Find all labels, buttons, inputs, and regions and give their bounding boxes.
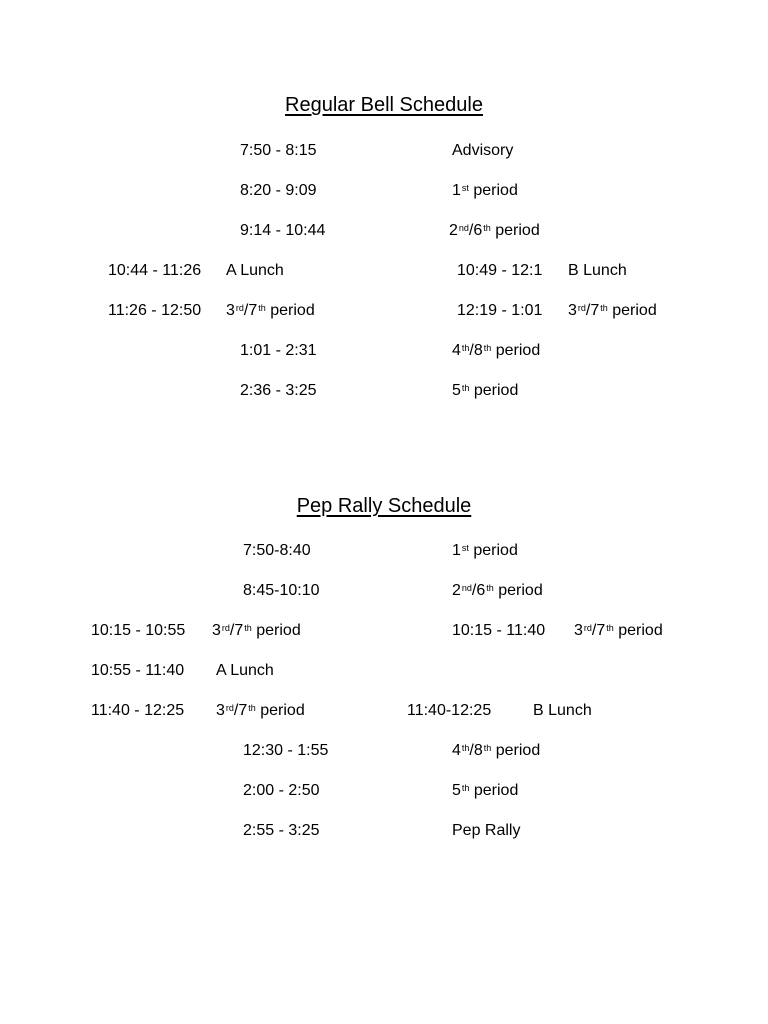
regular-p3a-label: 3rd/7th period — [226, 302, 315, 319]
regular-p2-time: 9:14 - 10:44 — [240, 222, 326, 239]
pep-b-lunch-time: 11:40-12:25 — [407, 702, 492, 719]
regular-advisory-label: Advisory — [452, 142, 514, 159]
pep-p4-time: 12:30 - 1:55 — [243, 742, 329, 759]
pep-p3-first-label: 3rd/7th period — [212, 622, 301, 639]
pep-a-lunch-time: 10:55 - 11:40 — [91, 662, 185, 679]
pep-p2-time: 8:45-10:10 — [243, 582, 320, 599]
pep-p1-time: 7:50-8:40 — [243, 542, 311, 559]
pep-p5-time: 2:00 - 2:50 — [243, 782, 320, 799]
regular-b-lunch-label: B Lunch — [568, 262, 627, 279]
regular-a-lunch-label: A Lunch — [226, 262, 284, 279]
pep-p3-second-label: 3rd/7th period — [216, 702, 305, 719]
regular-p1-time: 8:20 - 9:09 — [240, 182, 317, 199]
regular-p5-time: 2:36 - 3:25 — [240, 382, 317, 399]
pep-p4-label: 4th/8th period — [452, 742, 541, 759]
regular-p5-label: 5th period — [452, 382, 519, 399]
pep-p3-second-time: 11:40 - 12:25 — [91, 702, 185, 719]
regular-a-lunch-time: 10:44 - 11:26 — [108, 262, 202, 279]
pep-rally-label: Pep Rally — [452, 822, 521, 839]
regular-p2-label: 2nd/6th period — [449, 222, 540, 239]
pep-a-lunch-label: A Lunch — [216, 662, 274, 679]
pep-p3-b-label: 3rd/7th period — [574, 622, 663, 639]
regular-p3a-time: 11:26 - 12:50 — [108, 302, 202, 319]
regular-p4-label: 4th/8th period — [452, 342, 541, 359]
pep-p2-label: 2nd/6th period — [452, 582, 543, 599]
pep-schedule-title: Pep Rally Schedule — [296, 495, 472, 517]
regular-advisory-time: 7:50 - 8:15 — [240, 142, 317, 159]
regular-schedule-title: Regular Bell Schedule — [285, 94, 483, 116]
regular-p3b-label: 3rd/7th period — [568, 302, 657, 319]
regular-p3b-time: 12:19 - 1:01 — [457, 302, 543, 319]
pep-p3-b-time: 10:15 - 11:40 — [452, 622, 546, 639]
regular-p4-time: 1:01 - 2:31 — [240, 342, 317, 359]
pep-p5-label: 5th period — [452, 782, 519, 799]
regular-b-lunch-time: 10:49 - 12:1 — [457, 262, 543, 279]
pep-b-lunch-label: B Lunch — [533, 702, 592, 719]
pep-p3-first-time: 10:15 - 10:55 — [91, 622, 186, 639]
pep-rally-time: 2:55 - 3:25 — [243, 822, 320, 839]
pep-p1-label: 1st period — [452, 542, 518, 559]
regular-p1-label: 1st period — [452, 182, 518, 199]
